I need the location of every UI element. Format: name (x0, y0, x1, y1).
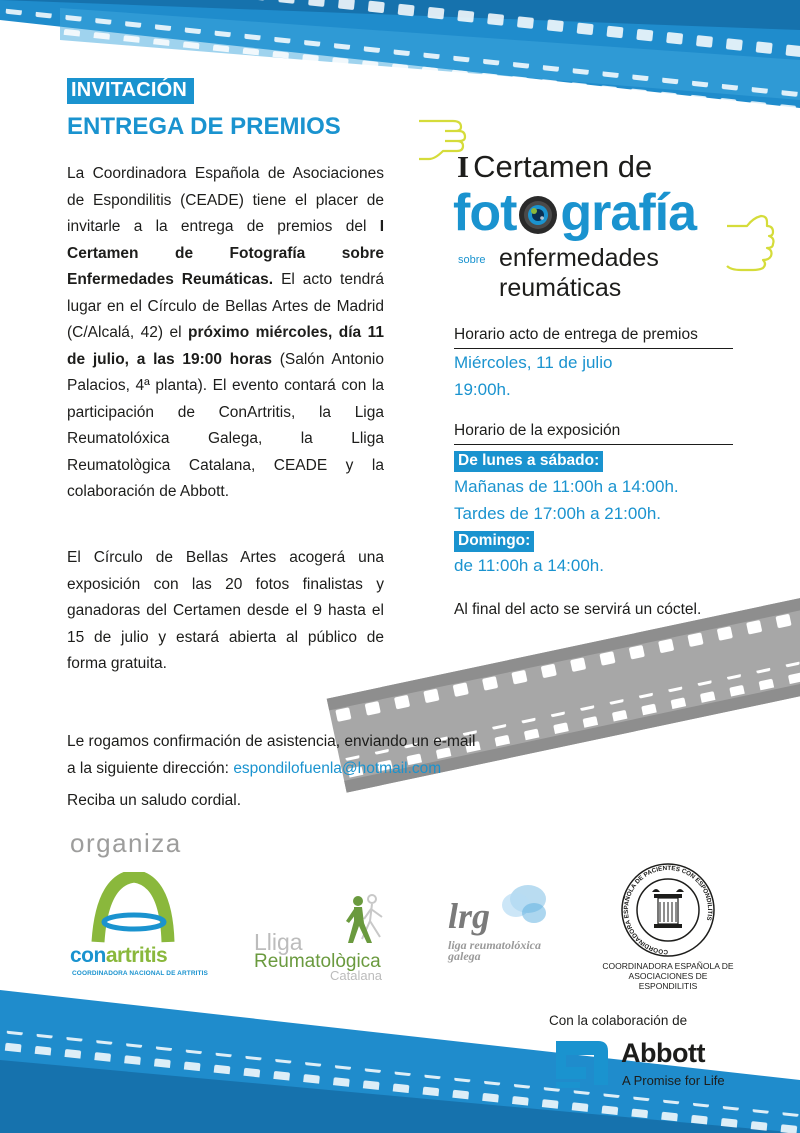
email-link[interactable]: espondilofuenla@hotmail.com (233, 760, 442, 777)
abbott-wordmark: Abbott (621, 1038, 705, 1068)
p1-seg-2: El acto tendrá lugar en el Círculo de Bellas Artes de Madrid (C/Alcalá, 42) el (67, 271, 385, 341)
ceremony-date: Miércoles, 11 de julio (454, 353, 613, 372)
weekdays-tag: De lunes a sábado: (454, 451, 603, 472)
conartritis-logo-icon (88, 872, 178, 944)
lliga-line1: Lliga (254, 929, 303, 955)
ceremony-heading: Horario acto de entrega de premios (454, 326, 733, 349)
contest-logo-line3: enfermedades (499, 244, 659, 272)
contest-line1-text: Certamen de (473, 149, 653, 184)
conartritis-b: artritis (105, 944, 168, 967)
lliga-line3: Catalana (330, 968, 383, 983)
abbott-tagline: A Promise for Life (622, 1073, 725, 1088)
conartritis-wordmark (70, 944, 167, 968)
rsvp-line2: a la siguiente dirección: (67, 760, 229, 777)
cocktail-note: Al final del acto se servirá un cóctel. (454, 601, 702, 618)
invitation-badge: INVITACIÓN (67, 78, 194, 104)
sunday-hours: de 11:00h a 14:00h. (454, 556, 604, 575)
mornings-hours: Mañanas de 11:00h a 14:00h. (454, 477, 679, 496)
organiza-label: organiza (70, 828, 182, 858)
foto-part-2: grafía (560, 184, 697, 242)
conartritis-subtitle: COORDINADORA NACIONAL DE ARTRITIS (72, 970, 208, 977)
ceade-ring-text: COORDINADORA ESPAÑOLA DE PACIENTES CON ESPONDILITIS (623, 864, 714, 956)
collaboration-label: Con la colaboración de (549, 1013, 688, 1028)
contest-logo-sobre: sobre (458, 254, 486, 266)
exhibition-paragraph (67, 545, 384, 678)
contest-logo-line4: reumáticas (499, 274, 622, 302)
contest-logo-line1 (457, 149, 652, 185)
intro-paragraph (67, 161, 384, 506)
lliga-line2: Reumatològica (254, 951, 381, 972)
ceremony-time: 19:00h. (454, 380, 511, 399)
lrg-subtitle: liga reumatolóxica galega (448, 938, 541, 963)
exhibition-text: El Círculo de Bellas Artes acogerá una exposición con las 20 fotos finalistas y ganadoras del Certamen desde el 9 hasta el 15 de julio y estará abierta al público de forma gratuita. (67, 549, 384, 672)
sunday-tag: Domingo: (454, 531, 534, 552)
page-title: ENTREGA DE PREMIOS (67, 113, 341, 140)
pointing-hand-right-icon (723, 212, 778, 276)
abbott-logo-icon (550, 1037, 612, 1089)
lrg-wordmark: lrg (448, 896, 491, 936)
ceade-caption: COORDINADORA ESPAÑOLA DE ASOCIACIONES DE ESPONDILITIS (602, 961, 734, 991)
conartritis-a: con (70, 944, 106, 967)
contest-logo-fotografia (453, 183, 696, 243)
p1-seg-1: I Certamen de Fotografía sobre Enfermedades Reumáticas. (67, 218, 384, 288)
ceade-seal-icon (612, 862, 724, 960)
greeting: Reciba un saludo cordial. (67, 792, 242, 809)
rsvp-line1: Le rogamos confirmación de asistencia, enviando un e-mail (67, 733, 476, 750)
p1-seg-0: La Coordinadora Española de Asociaciones de Espondilitis (CEADE) tiene el placer de invitarle a la entrega de premios del (67, 165, 384, 235)
p1-seg-4: (Salón Antonio Palacios, 4ª planta). El evento contará con la participación de ConArtritis, la Liga Reumatolóxica Galega, la Lliga Reumatològica Catalana, CEADE y la colaboración de Abbott. (67, 350, 384, 500)
camera-lens-icon (517, 194, 559, 236)
foto-part-1: fot (453, 184, 517, 242)
walking-figures-icon (336, 893, 392, 951)
contest-numeral: I (457, 149, 470, 184)
exhibition-heading: Horario de la exposición (454, 422, 733, 445)
lrg-swoosh-icon (494, 883, 550, 931)
p1-seg-3: próximo miércoles, día 11 de julio, a las 19:00 horas (67, 324, 384, 368)
afternoons-hours: Tardes de 17:00h a 21:00h. (454, 504, 661, 523)
rsvp-text (67, 728, 475, 782)
